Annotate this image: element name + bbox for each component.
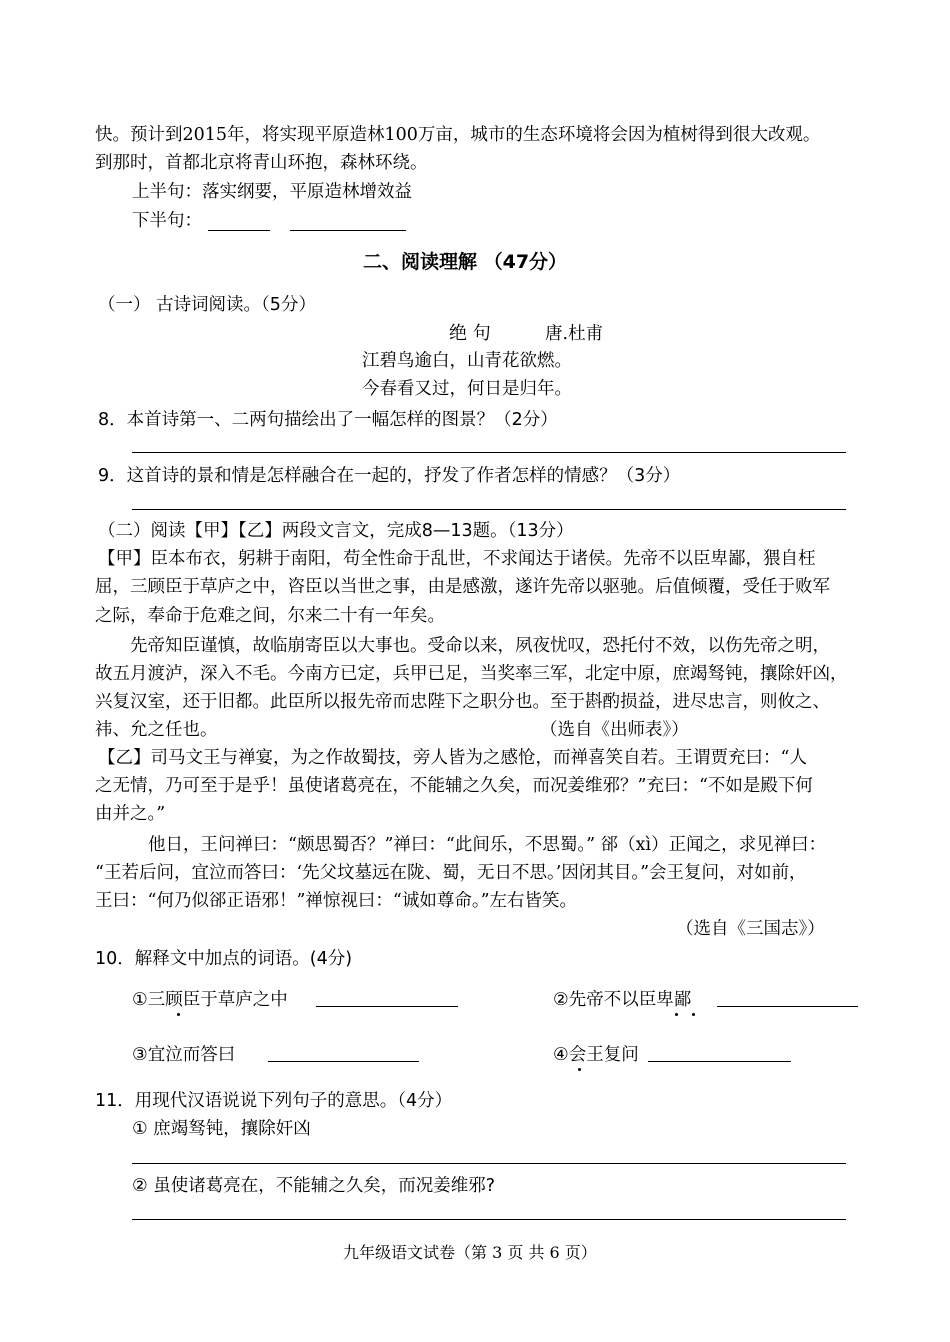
yi-line: 他日，王问禅曰：“颇思蜀否？”禅曰：“此间乐，不思蜀。” 郤（xì）正闻之，求见禅曰： (148, 835, 827, 855)
poem-line-2: 今春看又过，何日是归年。 (362, 379, 572, 399)
emphasis-dot (692, 1013, 695, 1016)
q11-item-2: ② 虽使诸葛亮在，不能辅之久矣，而况姜维邪? (132, 1176, 496, 1196)
jia-line: 屈，三顾臣于草庐之中，咨臣以当世之事，由是感激，遂许先帝以驱驰。后值倾覆，受任于败军 (95, 577, 830, 597)
lower-half-line (132, 209, 202, 233)
emphasis-dot (675, 1013, 678, 1016)
poem-title: 绝 句 (449, 323, 491, 344)
lower-half-blank-2[interactable] (290, 230, 406, 231)
yi-source: （选自《三国志》） (676, 919, 825, 939)
q8-answer-line[interactable] (132, 452, 846, 453)
poem-author: 唐.杜甫 (545, 324, 604, 344)
q11-item-1: ① 庶竭驽钝，攘除奸凶 (132, 1119, 311, 1139)
intro-line-2: 到那时，首都北京将青山环抱，森林环绕。 (95, 153, 428, 173)
q10-item-2-blank[interactable] (717, 1006, 858, 1007)
emphasis-dot (177, 1013, 180, 1016)
lower-half-blank-1[interactable] (208, 230, 270, 231)
upper-half-text: 落实纲要，平原造林增效益 (202, 182, 412, 202)
yi-line: 【乙】司马文王与禅宴，为之作故蜀技，旁人皆为之感怆，而禅喜笑自若。王谓贾充曰：“人 (98, 748, 807, 768)
jia-line: 兴复汉室，还于旧都。此臣所以报先帝而忠陛下之职分也。至于斟酌损益，进尽忠言，则攸之、 (95, 692, 830, 712)
q10-item-2: ②先帝不以臣卑鄙 (553, 990, 692, 1010)
q10-item-4: ④会王复问 (553, 1045, 639, 1065)
jia-line: 之际，奉命于危难之间，尔来二十有一年矣。 (95, 606, 445, 626)
yi-line: “王若后问，宜泣而答曰：‘先父坟墓远在陇、蜀，无日不思。’因闭其目。”会王复问，对如前， (95, 863, 807, 883)
question-8: 8．本首诗第一、二两句描绘出了一幅怎样的图景？（2分） (98, 410, 558, 430)
q10-item-1-blank[interactable] (316, 1006, 458, 1007)
question-10: 10．解释文中加点的词语。(4分) (95, 949, 353, 969)
jia-line: 先帝知臣谨慎，故临崩寄臣以大事也。受命以来，夙夜忧叹，恐托付不效，以伤先帝之明， (130, 636, 830, 656)
jia-line: 【甲】臣本布衣，躬耕于南阳，苟全性命于乱世，不求闻达于诸侯。先帝不以臣卑鄙，猥自枉 (98, 549, 816, 569)
upper-half-line (132, 180, 412, 204)
q11-item-1-answer-line[interactable] (132, 1163, 846, 1164)
yi-line: 王曰：“何乃似郤正语邪！”禅惊视曰：“诚如尊命。”左右皆笑。 (95, 891, 578, 911)
q10-item-1: ①三顾臣于草庐之中 (132, 990, 288, 1010)
yi-line: 之无情，乃可至于是乎！虽使诸葛亮在，不能辅之久矣，而况姜维邪？”充曰：“不如是殿下何 (95, 776, 813, 796)
upper-half-label: 上半句： (132, 182, 202, 202)
part2-heading: （二）阅读【甲】【乙】两段文言文，完成8—13题。（13分） (98, 521, 574, 541)
poem-line-1: 江碧鸟逾白，山青花欲燃。 (362, 351, 572, 371)
q9-answer-line[interactable] (132, 509, 846, 510)
jia-source: （选自《出师表》） (540, 720, 689, 740)
yi-line: 由并之。” (95, 804, 166, 824)
q10-item-3: ③宜泣而答曰 (132, 1045, 236, 1065)
intro-line-1: 快。预计到2015年，将实现平原造林100万亩，城市的生态环境将会因为植树得到很大改观。 (95, 125, 821, 145)
question-11: 11．用现代汉语说说下列句子的意思。（4分） (95, 1091, 453, 1111)
part1-heading: （一） 古诗词阅读。（5分） (98, 295, 316, 315)
q10-item-4-blank[interactable] (648, 1061, 791, 1062)
q11-item-2-answer-line[interactable] (132, 1219, 846, 1220)
jia-line: 故五月渡泸，深入不毛。今南方已定，兵甲已足，当奖率三军，北定中原，庶竭驽钝，攘除奸凶， (95, 664, 848, 684)
emphasis-dot (578, 1068, 581, 1071)
section-title: 二、阅读理解 （47分） (363, 251, 568, 273)
question-9: 9．这首诗的景和情是怎样融合在一起的，抒发了作者怎样的情感？（3分） (98, 466, 681, 486)
jia-line: 祎、允之任也。 (95, 720, 218, 740)
q10-item-3-blank[interactable] (268, 1061, 419, 1062)
lower-half-label: 下半句： (132, 211, 202, 231)
page-footer: 九年级语文试卷（第 3 页 共 6 页） (343, 1243, 597, 1262)
